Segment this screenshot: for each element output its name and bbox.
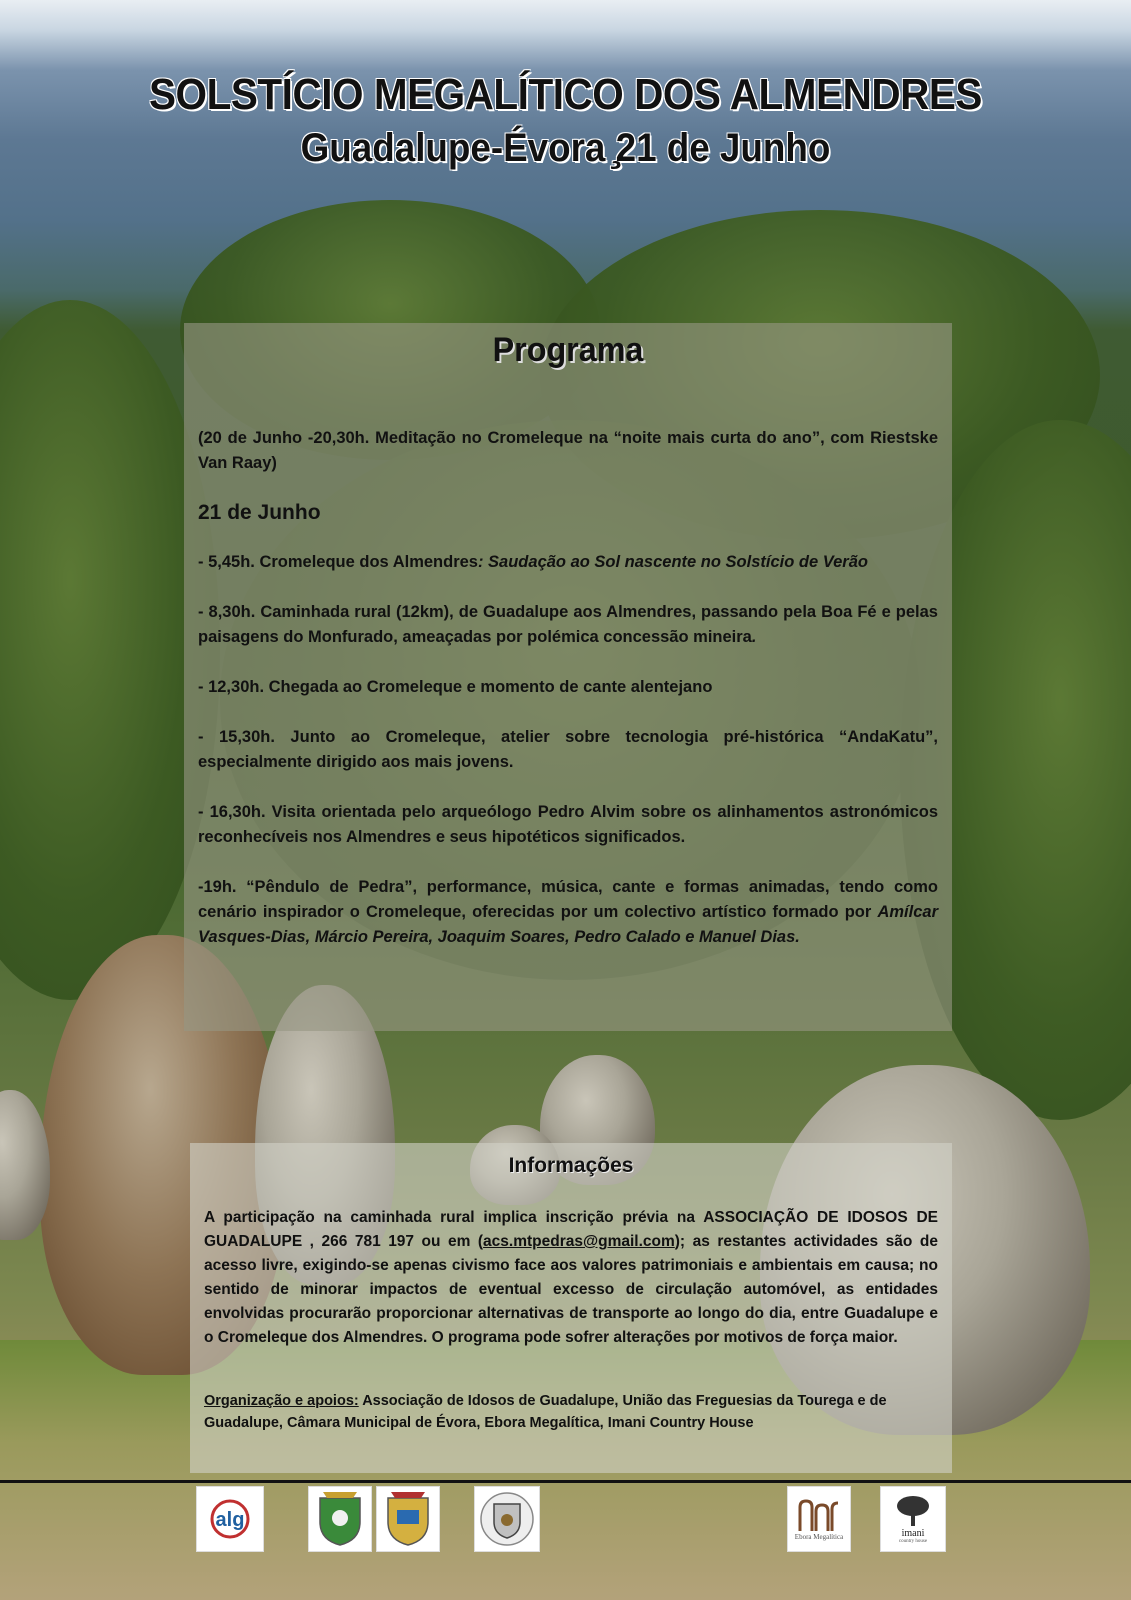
informacoes-panel [190,1143,952,1473]
imani-caption: country house [898,1539,928,1544]
programa-item: - 15,30h. Junto ao Cromeleque, atelier sobre tecnologia pré-histórica “AndaKatu”, especialmente dirigido aos mais jovens. [198,728,938,771]
email-link[interactable]: acs.mtpedras@gmail.com [483,1233,675,1250]
poster-title: SOLSTÍCIO MEGALÍTICO DOS ALMENDRES [149,70,982,119]
organizacao-text: Organização e apoios: Associação de Idosos de Guadalupe, União das Freguesias da Tourega e de Guadalupe, Câmara Municipal de Évora, Ebora Megalítica, Imani Country House [204,1393,887,1431]
imani-logo [880,1486,946,1552]
programa-item: - 5,45h. Cromeleque dos Almendres: Saudação ao Sol nascente no Solstício de Verão [198,553,868,571]
svg-text:alg: alg [215,1509,245,1531]
programa-intro: (20 de Junho -20,30h. Meditação no Cromeleque na “noite mais curta do ano”, com Riestske Van Raay) [198,429,938,472]
freguesia-shield-logo [308,1486,372,1552]
informacoes-text: A participação na caminhada rural implica inscrição prévia na ASSOCIAÇÃO DE IDOSOS DE GUADALUPE , 266 781 197 ou em (acs.mtpedras@gmail.com); as restantes actividades são de acesso livre, exigindo-se apenas civismo face aos valores patrimoniais e ambientais em causa; no sentido de minorar impactos de eventual excesso de circulação automóvel, as entidades envolvidas procurarão proporcionar alternativas de transporte ao longo do dia, entre Guadalupe e o Cromeleque dos Almendres. O programa pode sofrer alterações por motivos de força maior. [204,1209,938,1346]
programa-panel [184,323,952,1031]
imani-name: imani [901,1528,925,1539]
header [0,70,1131,171]
programa-title: Programa [492,331,644,369]
poster-subtitle: Guadalupe-Évora ̧21 de Junho [300,126,831,170]
uniao-freguesias-shield-logo [376,1486,440,1552]
programa-item: - 8,30h. Caminhada rural (12km), de Guadalupe aos Almendres, passando pela Boa Fé e pelas paisagens do Monfurado, ameaçadas por polémica concessão mineira. [198,603,938,646]
camara-evora-logo [474,1486,540,1552]
ebora-caption: Ebora Megalítica [794,1533,844,1541]
date-heading: 21 de Junho [198,501,321,524]
alg-logo [196,1486,264,1552]
informacoes-title: Informações [508,1154,634,1177]
programa-item: - 16,30h. Visita orientada pelo arqueólogo Pedro Alvim sobre os alinhamentos astronómicos reconhecíveis nos Almendres e seus hipotéticos significados. [198,803,938,846]
standing-stone [0,1090,50,1240]
programa-item: - 12,30h. Chegada ao Cromeleque e momento de cante alentejano [198,678,713,696]
ebora-megalitica-logo [787,1486,851,1552]
programa-item: -19h. “Pêndulo de Pedra”, performance, música, cante e formas animadas, tendo como cenário inspirador o Cromeleque, oferecidas por um colectivo artístico formado por Amílcar Vasques-Dias, Márcio Pereira, Joaquim Soares, Pedro Calado e Manuel Dias. [198,878,938,946]
divider-line [0,1480,1131,1483]
